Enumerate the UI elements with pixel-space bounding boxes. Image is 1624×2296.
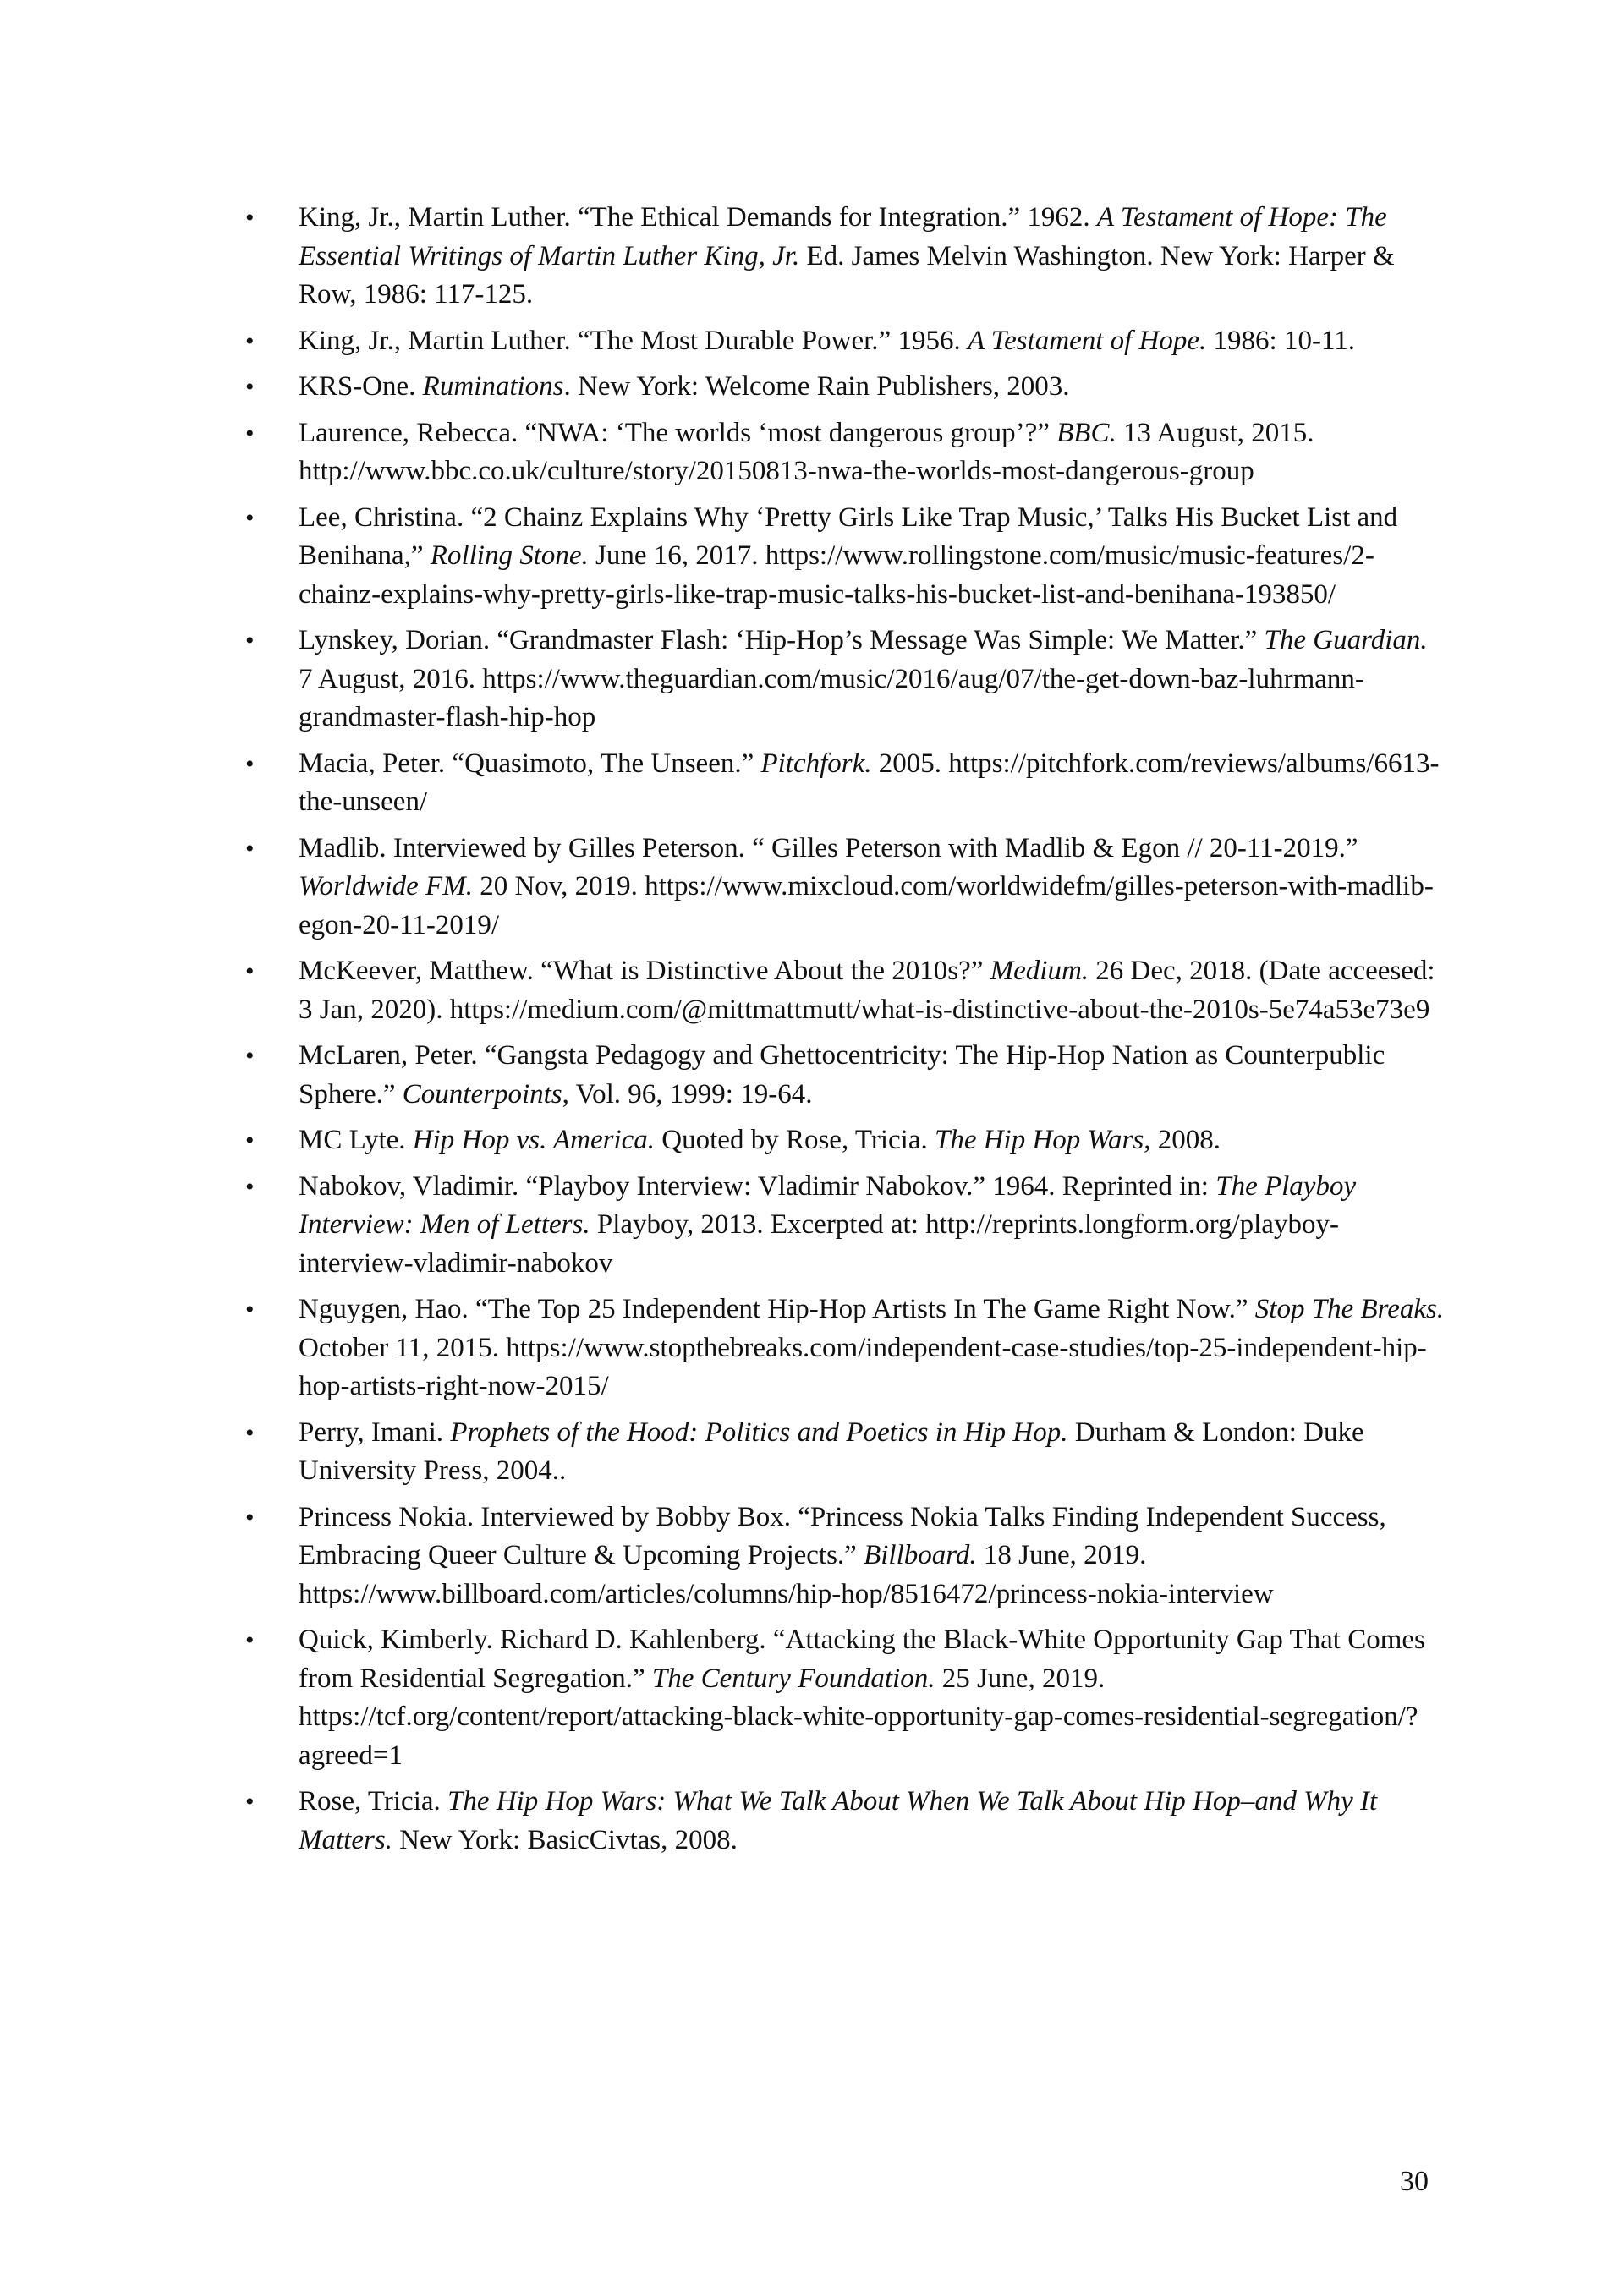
entry-text-segment: Quoted by Rose, Tricia. (655, 1125, 935, 1155)
bullet-icon: • (245, 1126, 255, 1154)
entry-title-italic: The Hip Hop Wars, (934, 1125, 1151, 1155)
bibliography-entry (245, 830, 1446, 945)
entry-text (299, 502, 1397, 610)
entry-text-segment: Ed. James Melvin Washington. New York: Harper & Row, 1986: 117-125. (299, 240, 1395, 310)
entry-text-segment: New York: BasicCivtas, 2008. (392, 1824, 738, 1855)
entry-text (299, 625, 1428, 732)
bibliography-entry (245, 368, 1446, 407)
entry-text (299, 326, 1355, 356)
entry-text (299, 1502, 1386, 1609)
bullet-icon: • (245, 1172, 255, 1201)
entry-title-italic: Counterpoints (402, 1078, 562, 1110)
entry-text-segment: 13 August, 2015. http://www.bbc.co.uk/culture/story/20150813-nwa-the-worlds-most-dangerous-group (299, 417, 1314, 486)
entry-title-italic: The Century Foundation. (651, 1663, 935, 1694)
entry-title-italic: Prophets of the Hood: Politics and Poetics in Hip Hop. (450, 1417, 1068, 1448)
entry-text-segment: Laurence, Rebecca. “NWA: ‘The worlds ‘most dangerous group’?” (299, 417, 1057, 448)
bullet-icon: • (245, 326, 255, 355)
bibliography-entry (245, 622, 1446, 737)
bullet-icon: • (245, 373, 255, 401)
bibliography-entry (245, 322, 1446, 361)
entry-text-segment: Durham & London: Duke University Press, 2004.. (299, 1417, 1364, 1486)
bibliography-entry (245, 745, 1446, 822)
entry-title-italic: Stop The Breaks. (1254, 1294, 1445, 1324)
entry-text-segment: October 11, 2015. https://www.stopthebreaks.com/independent-case-studies/top-25-independent-hip-hop-artists-right-now-2015/ (299, 1332, 1427, 1401)
entry-text (299, 202, 1395, 310)
entry-title-italic: The Playboy Interview: Men of Letters. (299, 1170, 1357, 1240)
bullet-icon: • (245, 1418, 255, 1447)
bibliography-entry (245, 499, 1446, 615)
entry-title-italic: Ruminations (422, 371, 564, 402)
entry-text-segment: . New York: Welcome Rain Publishers, 2003. (563, 371, 1070, 402)
bibliography-entry (245, 1783, 1446, 1860)
entry-text-segment: KRS-One. (299, 371, 423, 402)
entry-text (299, 418, 1314, 487)
entry-text-segment: 2005. https://pitchfork.com/reviews/albums/6613-the-unseen/ (299, 748, 1440, 817)
bibliography-entry (245, 1037, 1446, 1114)
entry-text-segment: 18 June, 2019. https://www.billboard.com/articles/columns/hip-hop/8516472/princess-nokia-interview (299, 1540, 1274, 1609)
entry-text-segment: Lynskey, Dorian. “Grandmaster Flash: ‘Hip-Hop’s Message Was Simple: We Matter.” (299, 625, 1265, 655)
entry-title-italic: The Guardian. (1264, 625, 1428, 655)
bibliography-entry (245, 1290, 1446, 1406)
entry-text-segment: King, Jr., Martin Luther. “The Ethical Demands for Integration.” 1962. (299, 202, 1097, 233)
entry-title-italic: A Testament of Hope: The Essential Writings of Martin Luther King, Jr. (299, 202, 1387, 271)
entry-text (299, 1417, 1364, 1487)
entry-text-segment: Madlib. Interviewed by Gilles Peterson. “ Gilles Peterson with Madlib & Egon // 20-11-2019.” (299, 832, 1358, 863)
entry-text-segment: June 16, 2017. https://www.rollingstone.com/music/music-features/2-chainz-explains-why-pretty-girls-like-trap-music-talks-his-bucket-list-and-benihana-193850/ (299, 540, 1374, 610)
bibliography-entry (245, 1414, 1446, 1491)
bibliography-entry (245, 1621, 1446, 1775)
bullet-icon: • (245, 957, 255, 985)
page-number: 30 (1400, 2166, 1429, 2197)
bullet-icon: • (245, 1503, 255, 1532)
entry-text-segment: 1986: 10-11. (1206, 325, 1355, 356)
entry-text (299, 833, 1434, 940)
entry-text-segment: MC Lyte. (299, 1125, 413, 1155)
entry-text-segment: Rose, Tricia. (299, 1786, 448, 1817)
bullet-icon: • (245, 749, 255, 778)
bullet-icon: • (245, 503, 255, 532)
bibliography-entry (245, 952, 1446, 1029)
entry-text (299, 748, 1439, 818)
bullet-icon: • (245, 1042, 255, 1070)
entry-text (299, 1625, 1425, 1771)
entry-text-segment: McLaren, Peter. “Gangsta Pedagogy and Ghettocentricity: The Hip-Hop Nation as Counterpublic Sphere.” (299, 1040, 1385, 1110)
entry-text-segment: 2008. (1150, 1125, 1221, 1155)
bibliography-list (245, 199, 1446, 1867)
entry-text-segment: Macia, Peter. “Quasimoto, The Unseen.” (299, 748, 761, 779)
bibliography-entry (245, 1168, 1446, 1284)
bullet-icon: • (245, 1788, 255, 1816)
entry-text-segment: King, Jr., Martin Luther. “The Most Durable Power.” 1956. (299, 325, 968, 356)
entry-title-italic: Pitchfork. (760, 748, 872, 779)
bibliography-entry (245, 199, 1446, 315)
entry-text (299, 1171, 1356, 1279)
entry-title-italic: Worldwide FM. (299, 871, 473, 901)
bullet-icon: • (245, 627, 255, 655)
entry-text-segment: Nguygen, Hao. “The Top 25 Independent Hip-Hop Artists In The Game Right Now.” (299, 1294, 1255, 1324)
entry-text (299, 1040, 1385, 1110)
bullet-icon: • (245, 204, 255, 232)
entry-title-italic: Hip Hop vs. America. (412, 1125, 656, 1155)
entry-title-italic: The Hip Hop Wars: What We Talk About When We Talk About Hip Hop–and Why It Matters. (299, 1786, 1378, 1855)
entry-text (299, 1125, 1221, 1155)
entry-text-segment: 25 June, 2019. https://tcf.org/content/report/attacking-black-white-opportunity-gap-comes-residential-segregation/?agreed=1 (299, 1663, 1418, 1771)
entry-text (299, 1294, 1444, 1401)
entry-text-segment: McKeever, Matthew. “What is Distinctive About the 2010s?” (299, 956, 990, 986)
entry-title-italic: Rolling Stone. (430, 540, 589, 571)
bullet-icon: • (245, 1296, 255, 1323)
entry-text-segment: 7 August, 2016. https://www.theguardian.com/music/2016/aug/07/the-get-down-baz-luhrmann-grandmaster-flash-hip-hop (299, 663, 1364, 732)
entry-text-segment: , Vol. 96, 1999: 19-64. (562, 1078, 813, 1110)
entry-title-italic: Medium. (990, 956, 1089, 986)
entry-text (299, 371, 1070, 402)
entry-text-segment: Quick, Kimberly. Richard D. Kahlenberg. “Attacking the Black-White Opportunity Gap That Comes from Residential Segregation.” (299, 1625, 1425, 1694)
bibliography-entry (245, 1121, 1446, 1160)
entry-text-segment: 26 Dec, 2018. (Date acceesed: 3 Jan, 2020). https://medium.com/@mittmattmutt/what-is-distinctive-about-the-2010s-5e74a53e73e9 (299, 956, 1435, 1025)
entry-title-italic: Billboard. (864, 1540, 977, 1570)
entry-text-segment: Playboy, 2013. Excerpted at: http://reprints.longform.org/playboy-interview-vladimir-nabokov (299, 1209, 1339, 1279)
entry-text-segment: Perry, Imani. (299, 1417, 451, 1448)
entry-title-italic: BBC. (1056, 417, 1116, 448)
entry-text-segment: Princess Nokia. Interviewed by Bobby Box. “Princess Nokia Talks Finding Independent Success, Embracing Queer Culture & Upcoming Projects.” (299, 1501, 1386, 1570)
bibliography-entry (245, 1499, 1446, 1614)
bullet-icon: • (245, 1626, 255, 1654)
entry-title-italic: A Testament of Hope. (967, 325, 1207, 356)
entry-text (299, 1786, 1377, 1855)
entry-text-segment: Lee, Christina. “2 Chainz Explains Why ‘Pretty Girls Like Trap Music,’ Talks His Bucket List and Benihana,” (299, 501, 1398, 571)
entry-text-segment: 20 Nov, 2019. https://www.mixcloud.com/worldwidefm/gilles-peterson-with-madlib-egon-20-11-2019/ (299, 871, 1434, 940)
entry-text-segment: Nabokov, Vladimir. “Playboy Interview: Vladimir Nabokov.” 1964. Reprinted in: (299, 1170, 1216, 1202)
bullet-icon: • (245, 419, 255, 447)
bullet-icon: • (245, 834, 255, 863)
entry-text (299, 956, 1435, 1025)
bibliography-entry (245, 414, 1446, 491)
